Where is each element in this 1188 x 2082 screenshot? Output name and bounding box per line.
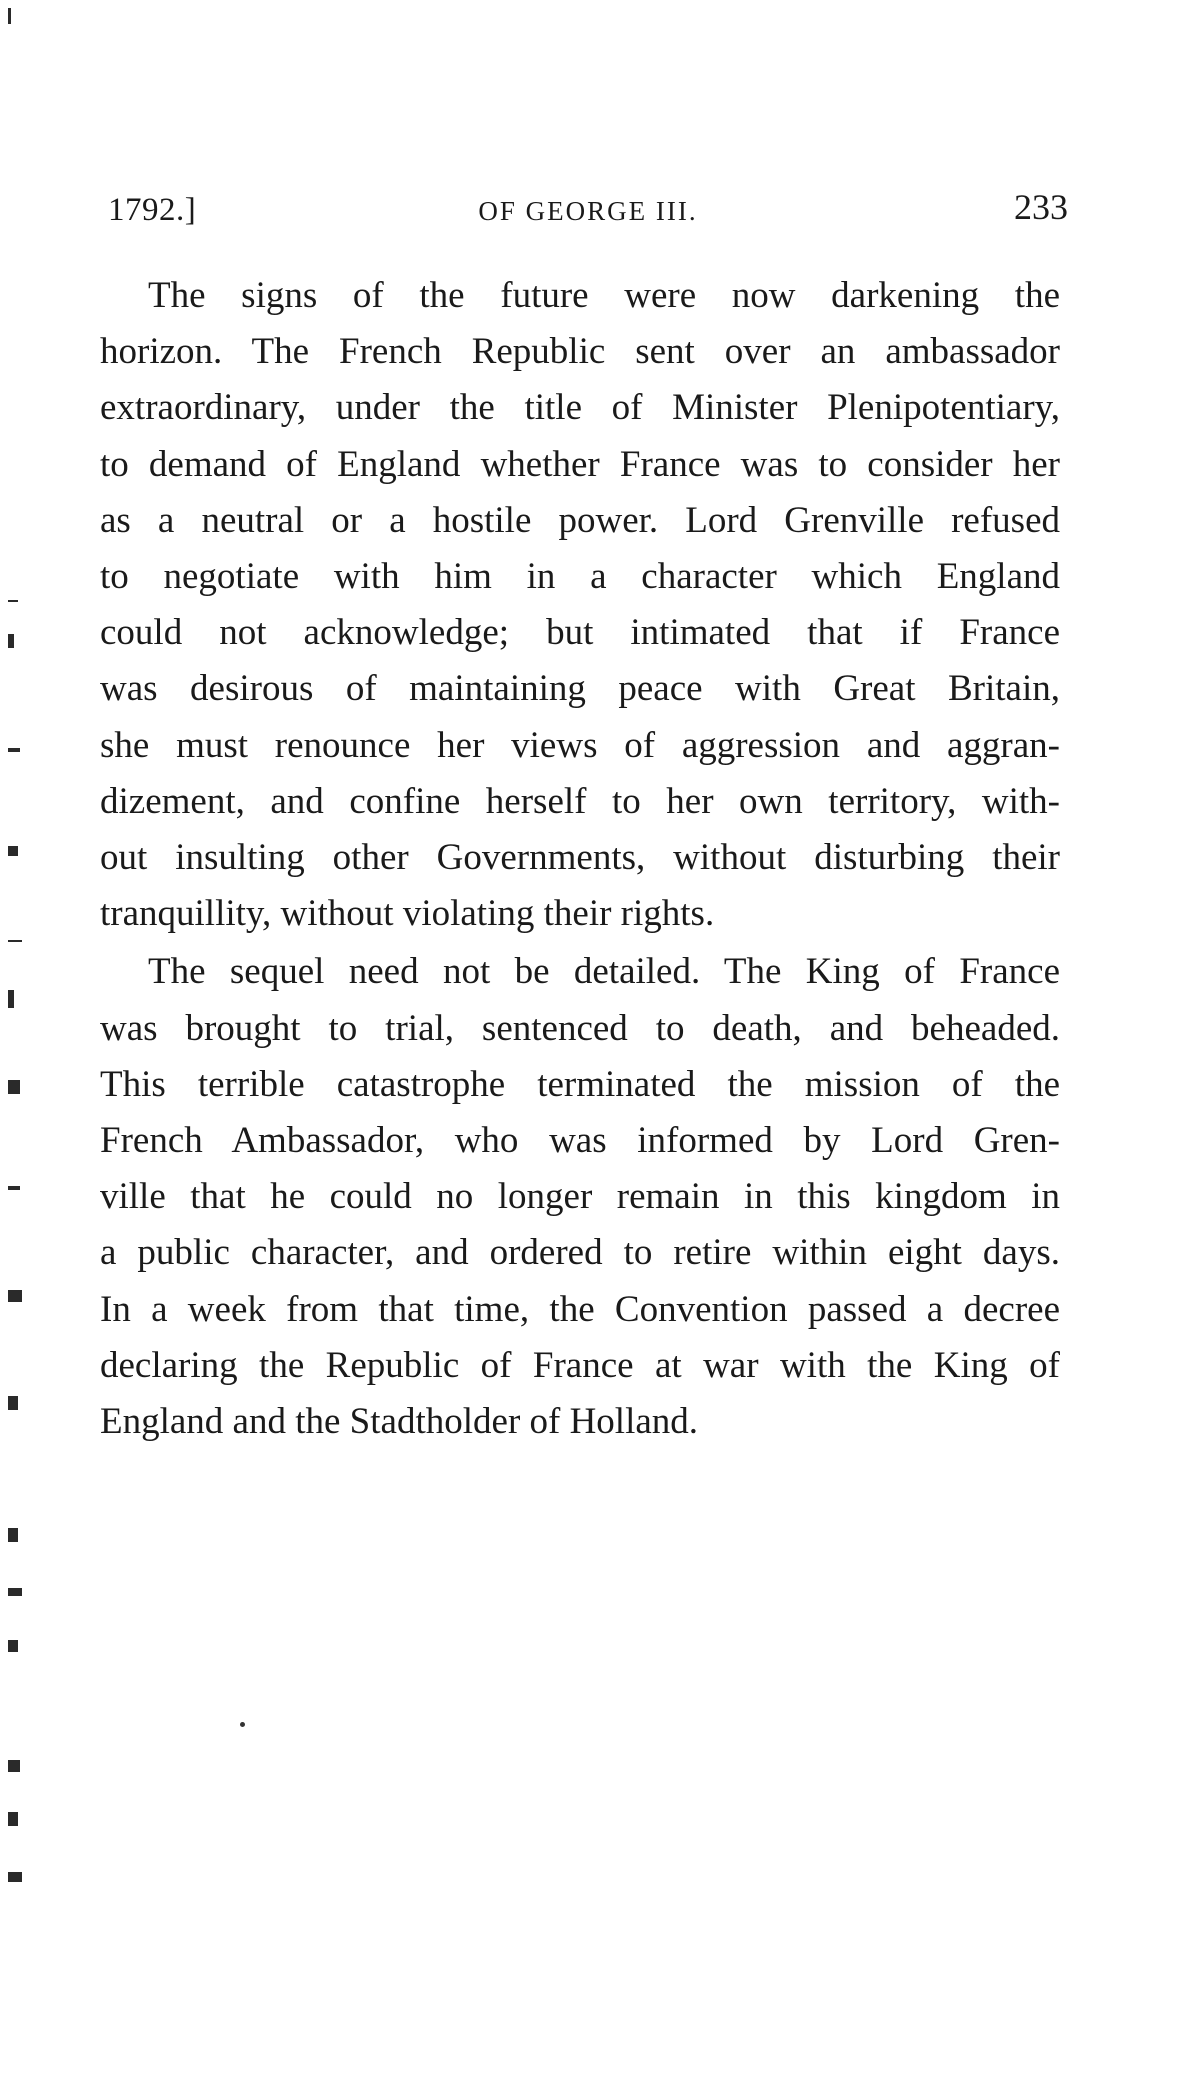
body-text: [100, 268, 1060, 1450]
scan-mark: [8, 940, 22, 942]
paragraph-2: [100, 944, 1060, 1450]
text-line: she must renounce her views of aggression and aggran-: [100, 724, 1060, 766]
text-line: This terrible catastrophe terminated the mission of the: [100, 1063, 1060, 1105]
text-line: horizon. The French Republic sent over an ambassador: [100, 331, 1060, 373]
text-line: was brought to trial, sentenced to death, and beheaded.: [100, 1007, 1060, 1049]
text-line: The sequel need not be detailed. The King of France: [148, 951, 1060, 993]
page-number: 233: [1014, 187, 1068, 227]
text-line: as a neutral or a hostile power. Lord Grenville refused: [100, 499, 1060, 541]
scan-mark: [8, 8, 11, 24]
scan-mark: [8, 1186, 20, 1190]
paragraph-1: [100, 268, 1060, 942]
scan-mark: [8, 1080, 20, 1094]
text-line: tranquillity, without violating their rights.: [100, 893, 715, 935]
text-line: The signs of the future were now darkening the: [148, 275, 1060, 316]
text-line: to demand of England whether France was to consider her: [100, 443, 1060, 485]
text-line: out insulting other Governments, without disturbing their: [100, 837, 1060, 879]
scan-mark: [8, 1760, 20, 1772]
scan-mark: [8, 1290, 22, 1302]
scan-mark: [8, 1396, 18, 1410]
text-line: a public character, and ordered to retire within eight days.: [100, 1232, 1060, 1274]
text-line: declaring the Republic of France at war with the King of: [100, 1344, 1060, 1386]
scan-mark: [8, 1640, 18, 1652]
scan-mark: [8, 600, 18, 602]
scan-mark: [8, 1872, 22, 1882]
text-line: could not acknowledge; but intimated that if France: [100, 612, 1060, 654]
scan-mark: [8, 748, 20, 752]
text-line: dizement, and confine herself to her own territory, with-: [100, 780, 1060, 822]
running-head: [108, 186, 1068, 232]
scan-mark: [8, 1812, 18, 1826]
text-line: French Ambassador, who was informed by Lord Gren-: [100, 1120, 1060, 1162]
scan-mark: [8, 1588, 22, 1596]
header-title: OF GEORGE III.: [478, 196, 698, 226]
scan-mark: [8, 846, 18, 856]
text-line: In a week from that time, the Convention passed a decree: [100, 1288, 1060, 1330]
scan-dot: [240, 1722, 245, 1727]
scan-mark: [8, 1528, 18, 1542]
text-line: ville that he could no longer remain in this kingdom in: [100, 1176, 1060, 1218]
text-line: extraordinary, under the title of Minister Plenipotentiary,: [100, 387, 1060, 429]
text-line: England and the Stadtholder of Holland.: [100, 1401, 699, 1443]
header-year: 1792.]: [108, 192, 197, 228]
scan-mark: [8, 634, 14, 648]
scan-mark: [8, 990, 14, 1008]
text-line: to negotiate with him in a character which England: [100, 556, 1060, 598]
text-line: was desirous of maintaining peace with Great Britain,: [100, 668, 1060, 710]
